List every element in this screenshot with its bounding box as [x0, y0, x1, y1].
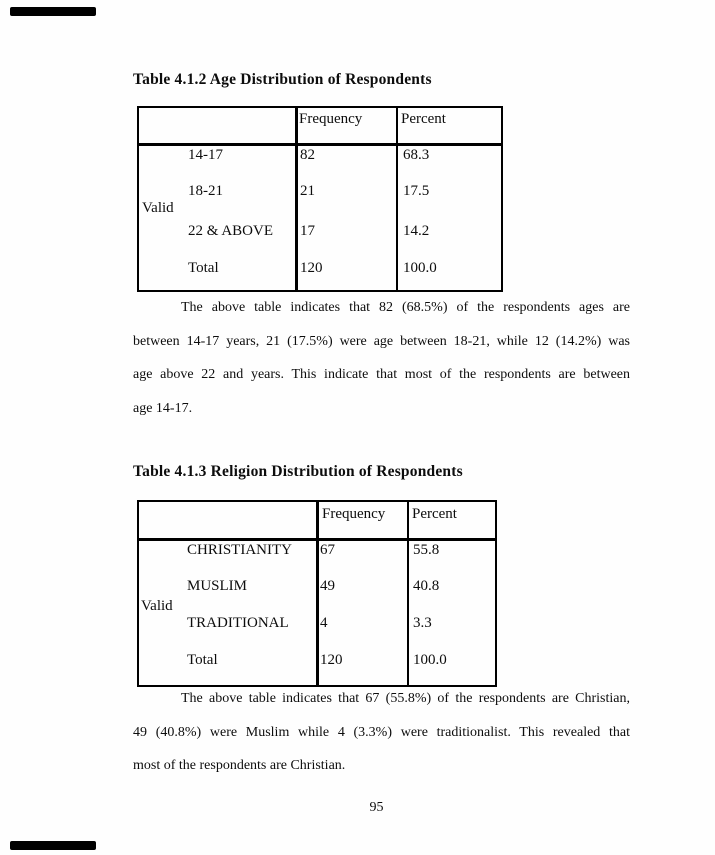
- row-frequency: 120: [300, 260, 323, 276]
- row-label: Total: [188, 260, 219, 276]
- row-percent: 100.0: [413, 652, 447, 668]
- table-column-divider: [396, 108, 398, 290]
- table-header-separator: [139, 538, 495, 541]
- row-label: 18-21: [188, 183, 223, 199]
- row-percent: 68.3: [403, 147, 430, 163]
- scan-artifact-bottom: [10, 841, 96, 850]
- row-label: Total: [187, 652, 218, 668]
- row-label: 22 & ABOVE: [188, 223, 274, 239]
- row-percent: 40.8: [413, 578, 440, 594]
- row-percent: 55.8: [413, 542, 440, 558]
- row-frequency: 49: [320, 578, 335, 594]
- age-distribution-table: [137, 106, 503, 292]
- row-frequency: 4: [320, 615, 328, 631]
- row-label: 14-17: [188, 147, 223, 163]
- row-percent: 100.0: [403, 260, 437, 276]
- row-frequency: 17: [300, 223, 315, 239]
- paragraph-line: most of the respondents are Christian.: [133, 758, 346, 773]
- religion-distribution-table: [137, 500, 497, 687]
- row-label: TRADITIONAL: [187, 615, 289, 631]
- column-header-frequency: Frequency: [299, 111, 363, 127]
- column-header-percent: Percent: [401, 111, 446, 127]
- row-group-label: Valid: [142, 200, 174, 216]
- row-label: CHRISTIANITY: [187, 542, 292, 558]
- row-label: MUSLIM: [187, 578, 248, 594]
- row-group-label: Valid: [141, 598, 173, 614]
- paragraph-line: age above 22 and years. This indicate that most of the respondents are between: [133, 367, 630, 382]
- page-number: 95: [369, 800, 384, 815]
- row-percent: 17.5: [403, 183, 430, 199]
- scan-artifact-top: [10, 7, 96, 16]
- row-percent: 14.2: [403, 223, 430, 239]
- paragraph-line: between 14-17 years, 21 (17.5%) were age between 18-21, while 12 (14.2%) was: [133, 333, 630, 349]
- paragraph-line: 49 (40.8%) were Muslim while 4 (3.3%) were traditionalist. This revealed that: [133, 724, 630, 740]
- row-frequency: 82: [300, 147, 315, 163]
- table-column-divider: [295, 108, 298, 290]
- column-header-percent: Percent: [412, 506, 457, 522]
- age-table-commentary: [133, 291, 630, 425]
- table-header-separator: [139, 143, 501, 146]
- table-column-divider: [316, 502, 319, 685]
- paragraph-line: age 14-17.: [133, 400, 193, 416]
- row-percent: 3.3: [413, 615, 432, 631]
- column-header-frequency: Frequency: [322, 506, 386, 522]
- row-frequency: 120: [320, 652, 343, 668]
- row-frequency: 21: [300, 183, 315, 199]
- paragraph-line: The above table indicates that 67 (55.8%) of the respondents are Christian,: [181, 691, 630, 706]
- row-frequency: 67: [320, 542, 335, 558]
- religion-table-commentary: [133, 682, 630, 783]
- table-413-title: Table 4.1.3 Religion Distribution of Respondents: [133, 463, 463, 480]
- table-column-divider: [407, 502, 409, 685]
- paragraph-line: The above table indicates that 82 (68.5%) of the respondents ages are: [181, 300, 630, 315]
- table-412-title: Table 4.1.2 Age Distribution of Respondents: [133, 71, 432, 88]
